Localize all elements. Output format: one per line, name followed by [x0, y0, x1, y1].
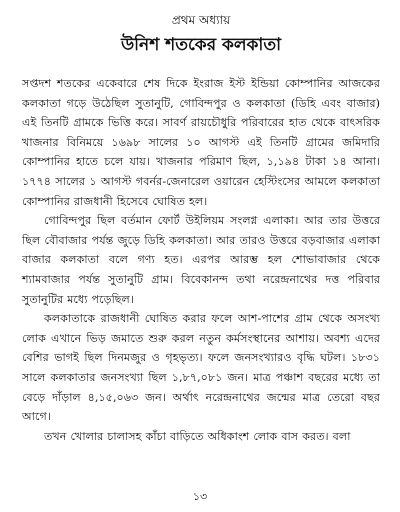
paragraph-4: তখন খোলার চালাসহ কাঁচা বাড়িতে অধিকাংশ লোক বাস করত। বলা [44, 429, 351, 443]
chapter-title: উনিশ শতকের কলকাতা [120, 35, 282, 55]
paragraph-2: গোবিন্দপুর ছিল বর্তমান ফোর্ট উইলিয়ম সংলগ্ন এলাকা। আর তার উত্তরে ছিল বৌবাজার পর্যন্ত জুড়ে ডিহি কলকাতা। আর তারও উত্তরে বড়বাজার এলাকা বাজার কলকাতা বলে গণ্য হত। এরপর আরম্ভ হল শোভাবাজার থেকে শ্যামবাজার পর্যন্ত সুতানুটি গ্রাম। বিবেকানন্দ তথা নরেন্দ্রনাথের দত্ত পরিবার সুতানুটির মধ্যে পড়েছিল। [22, 214, 380, 306]
body-text [22, 74, 380, 446]
page-number: ১৩ [192, 490, 208, 503]
paragraph-3: কলকাতাকে রাজধানী ঘোষিত করার ফলে আশ-পাশের গ্রাম থেকে অসংখ্য লোক এখানে ভিড় জমাতে শুরু করল নতুন কর্মসংস্থানের আশায়। অবশ্য এদের বেশির ভাগই ছিল দিনমজুর ও গৃহভৃত্য। ফলে জনসংখ্যারও বৃদ্ধি ঘটল। ১৮৩১ সালে কলকাতার জনসংখ্যা ছিল ১,৮৭,০৮১ জন। মাত্র পঞ্চাশ বছরের মধ্যে তা বেড়ে দাঁড়াল ৪,১৫,০৬৩ জন। অর্থাৎ নরেন্দ্রনাথের জন্মের মাত্র তেরো বছর আগে। [22, 312, 380, 424]
chapter-label: প্রথম অধ্যায় [171, 13, 231, 27]
paragraph-1: সপ্তদশ শতকের একেবারে শেষ দিকে ইংরাজ ইস্ট ইন্ডিয়া কোম্পানির আজকের কলকাতা গড়ে উঠেছিল সুতানুটি, গোবিন্দপুর ও কলকাতা (ডিহি এবং বাজার) এই তিনটি গ্রামকে ভিত্তি করে। সাবর্ণ রায়চৌধুরি পরিবারের হাত থেকে বাৎসরিক খাজনার বিনিময়ে ১৬৯৮ সালের ১০ আগস্ট এই তিনটি গ্রামের জমিদারি কোম্পানির হাতে চলে যায়। খাজনার পরিমাণ ছিল, ১,১৯৪ টাকা ১৪ আনা। ১৭৭৪ সালের ১ আগস্ট গবর্নর-জেনারেল ওয়ারেন হেস্টিংসের আমলে কলকাতা কোম্পানির রাজধানী হিসেবে ঘোষিত হল। [22, 77, 380, 208]
